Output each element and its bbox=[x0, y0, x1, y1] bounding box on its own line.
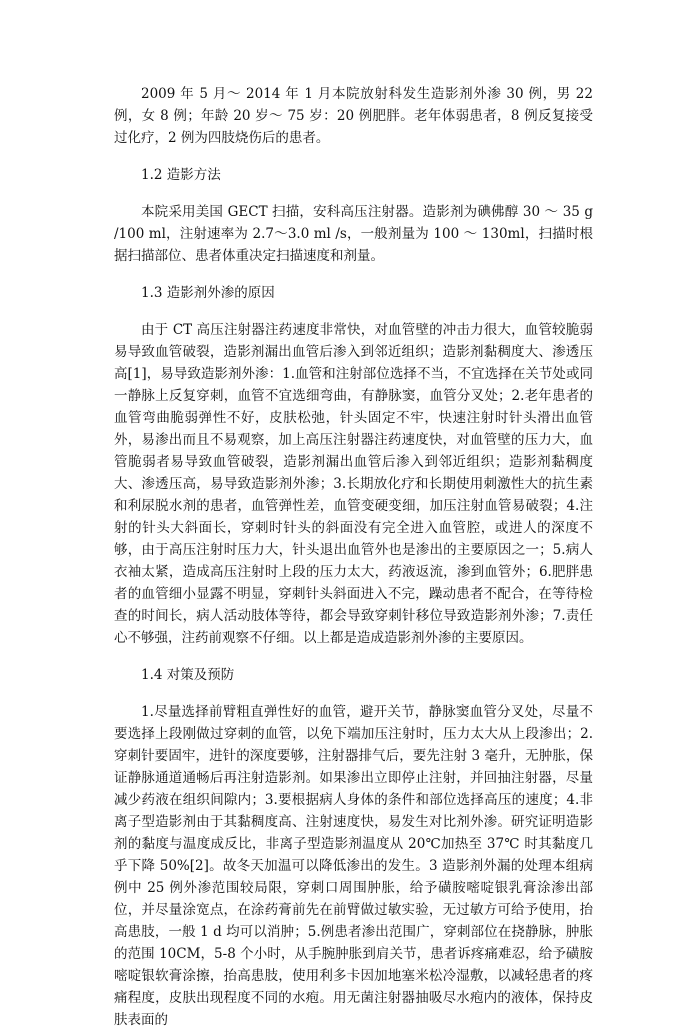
spacer bbox=[114, 304, 593, 319]
document-body bbox=[114, 83, 593, 1031]
spacer bbox=[114, 186, 593, 201]
section-heading-1-2: 1.2 造影方法 bbox=[141, 167, 221, 183]
spacer bbox=[114, 267, 593, 282]
spacer bbox=[114, 149, 593, 164]
spacer bbox=[114, 649, 593, 664]
paragraph-method: 本院采用美国 GECT 扫描，安科高压注射器。造影剂为碘佛醇 30 ～ 35 g /100 ml，注射速率为 2.7～3.0 ml /s，一般剂量为 100 ～ 130ml，扫描时根据扫描部位、患者体重决定扫描速度和剂量。 bbox=[114, 204, 593, 264]
section-heading-1-4: 1.4 对策及预防 bbox=[141, 667, 235, 683]
paragraph-patients: 2009 年 5 月～ 2014 年 1 月本院放射科发生造影剂外渗 30 例，男 22 例，女 8 例；年龄 20 岁～ 75 岁：20 例肥胖。老年体弱患者，8 例反复接受过化疗，2 例为四肢烧伤后的患者。 bbox=[114, 86, 593, 146]
paragraph-causes: 由于 CT 高压注射器注药速度非常快，对血管壁的冲击力很大，血管较脆弱易导致血管破裂，造影剂漏出血管后渗入到邻近组织；造影剂黏稠度大、渗透压高[1]，易导致造影剂外渗：1.血管和注射部位选择不当，不宜选择在关节处或同一静脉上反复穿刺，血管不宜选细弯曲，有静脉窦，血管分叉处；2.老年患者的血管弯曲脆弱弹性不好，皮肤松弛，针头固定不牢，快速注射时针头滑出血管外，易渗出而且不易观察，加上高压注射器注药速度快，对血管壁的压力大，血管脆弱者易导致血管破裂，造影剂漏出血管后渗入到邻近组织；造影剂黏稠度大、渗透压高，易导致造影剂外渗；3.长期放化疗和长期使用刺激性大的抗生素和利尿脱水剂的患者，血管弹性差，血管变硬变细，加压注射血管易破裂；4.注射的针头大斜面长，穿刺时针头的斜面没有完全进入血管腔，或进人的深度不够，由于高压注射时压力大，针头退出血管外也是渗出的主要原因之一；5.病人衣袖太紧，造成高压注射时上段的压力太大，药液返流，渗到血管外；6.肥胖患者的血管细小显露不明显，穿刺针头斜面进入不完，躁动患者不配合，在等待检查的时间长，病人活动肢体等待，都会导致穿刺针移位导致造影剂外渗；7.责任心不够强，注药前观察不仔细。以上都是造成造影剂外渗的主要原因。 bbox=[114, 322, 593, 646]
paragraph-prevention: 1.尽量选择前臂粗直弹性好的血管，避开关节，静脉窦血管分叉处，尽量不要选择上段刚做过穿刺的血管，以免下端加压注射时，压力太大从上段渗出；2.穿刺针要固牢，进针的深度要够，注射器排气后，要先注射 3 毫升，无肿胀，保证静脉通道通畅后再注射造影剂。如果渗出立即停止注射，并回抽注射器，尽量减少药液在组织间隙内；3.要根据病人身体的条件和部位选择高压的速度；4.非离子型造影剂由于其黏稠度高、注射速度快，易发生对比剂外渗。研究证明造影剂的黏度与温度成反比，非离子型造影剂温度从 20℃加热至 37℃ 时其黏度几乎下降 50%[2]。故冬天加温可以降低渗出的发生。3 造影剂外漏的处理本组病例中 25 例外渗范围较局限，穿刺口周围肿胀，给予磺胺嘧啶银乳膏涂渗出部位，并尽量涂宽点，在涂药膏前先在前臂做过敏实验，无过敏方可给予使用，抬高患肢，一般 1 d 均可以消肿；5.例患者渗出范围广，穿刺部位在挠静脉，肿胀的范围 10CM，5-8 个小时，从手腕肿胀到肩关节，患者诉疼痛难忍，给予磺胺嘧啶银软膏涂擦，抬高患肢，使用利多卡因加地塞米松冷湿敷，以减轻患者的疼痛程度，皮肤出现程度不同的水疱。用无菌注射器抽吸尽水疱内的液体，保持皮肤表面的 bbox=[114, 704, 593, 1028]
spacer bbox=[114, 686, 593, 701]
section-heading-1-3: 1.3 造影剂外渗的原因 bbox=[141, 285, 275, 301]
